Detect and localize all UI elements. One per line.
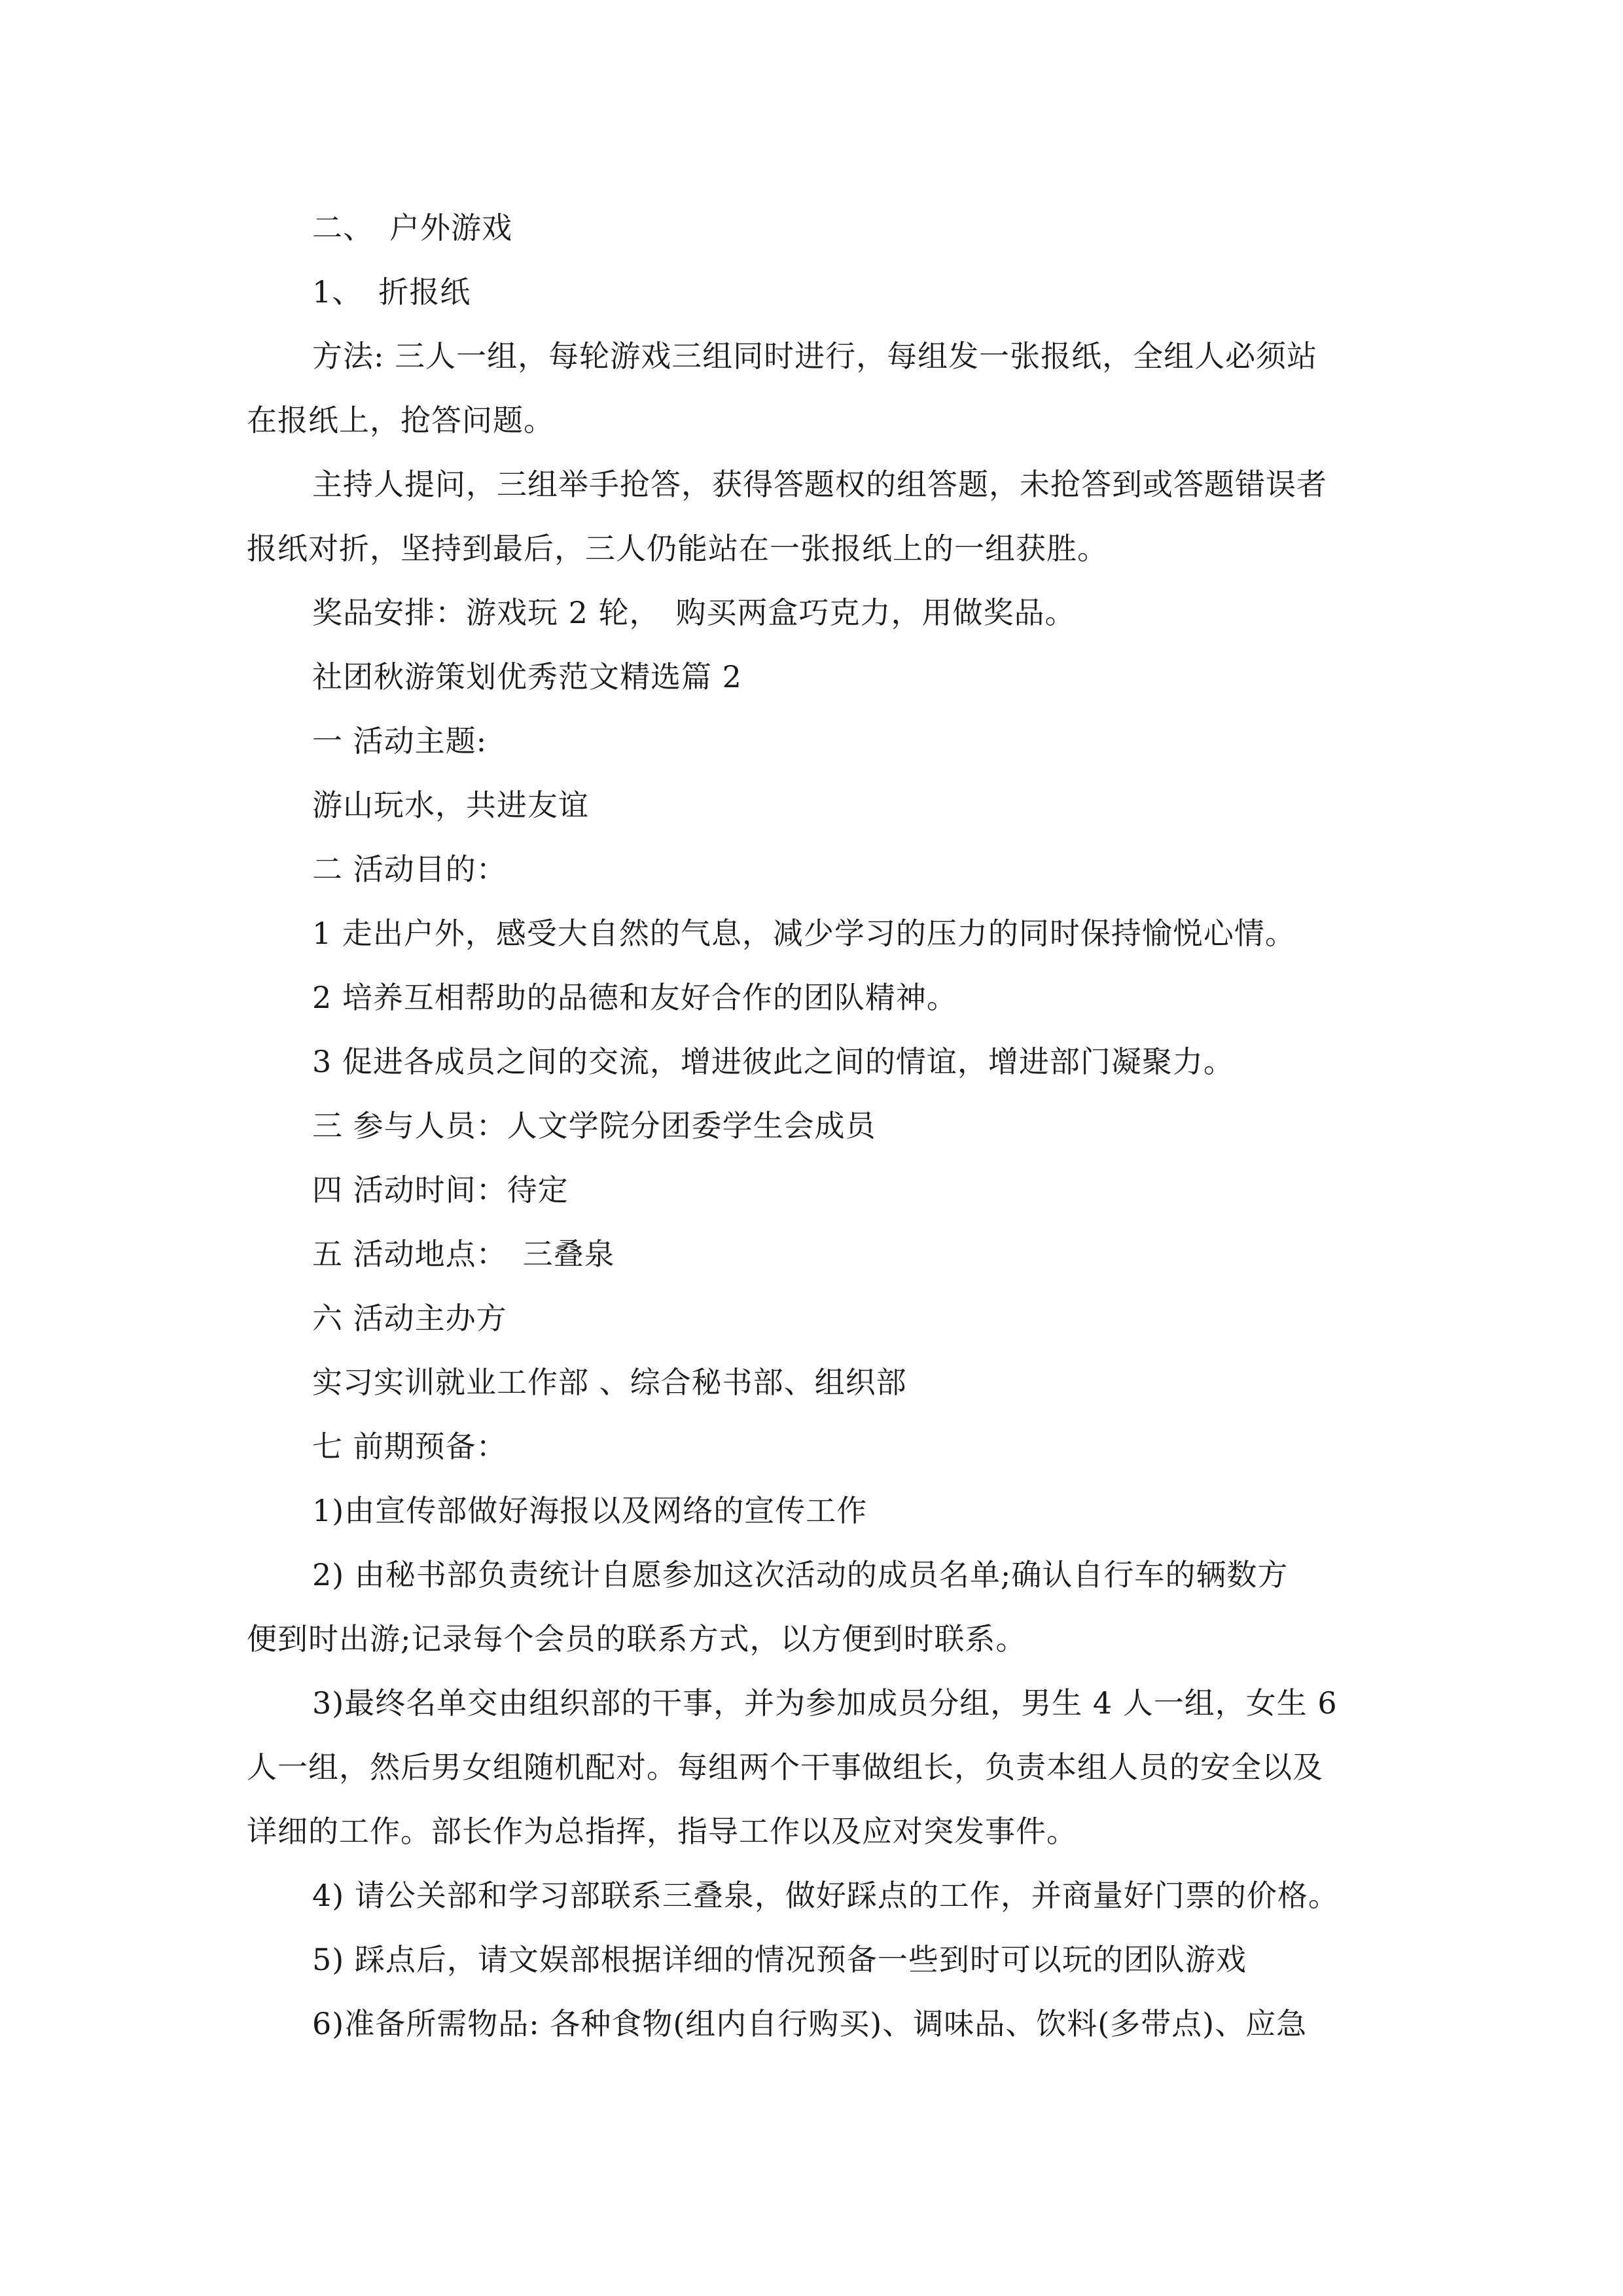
paragraph-host-line-1: 主持人提问，三组举手抢答，获得答题权的组答题，未抢答到或答题错误者 [312,467,1327,502]
game-title-fold-newspaper: 1、 折报纸 [312,274,471,310]
preparation-item-2-line-1: 2) 由秘书部负责统计自愿参加这次活动的成员名单;确认自行车的辆数方 [312,1557,1289,1592]
heading-activity-theme: 一 活动主题: [312,723,488,759]
preparation-item-4: 4) 请公关部和学习部联系三叠泉，做好踩点的工作，并商量好门票的价格。 [312,1878,1339,1913]
article-title-part-2: 社团秋游策划优秀范文精选篇 2 [312,659,742,694]
purpose-item-1: 1 走出户外，感受大自然的气息，减少学习的压力的同时保持愉悦心情。 [312,916,1296,951]
preparation-item-3-line-1: 3)最终名单交由组织部的干事，并为参加成员分组，男生 4 人一组，女生 6 [312,1685,1338,1721]
paragraph-method-line-1: 方法: 三人一组，每轮游戏三组同时进行，每组发一张报纸，全组人必须站 [312,338,1318,374]
purpose-item-3: 3 促进各成员之间的交流，增进彼此之间的情谊，增进部门凝聚力。 [312,1044,1234,1079]
text-organizer: 实习实训就业工作部 、综合秘书部、组织部 [312,1365,907,1400]
heading-activity-purpose: 二 活动目的： [312,852,507,887]
preparation-item-3-line-2: 人一组，然后男女组随机配对。每组两个干事做组长，负责本组人员的安全以及 [247,1749,1323,1785]
paragraph-host-line-2: 报纸对折，坚持到最后，三人仍能站在一张报纸上的一组获胜。 [247,531,1108,566]
heading-organizer: 六 活动主办方 [312,1300,507,1336]
preparation-item-6: 6)准备所需物品: 各种食物(组内自行购买)、调味品、饮料(多带点)、应急 [312,2006,1308,2041]
paragraph-method-line-2: 在报纸上，抢答问题。 [247,403,554,438]
heading-participants: 三 参与人员：人文学院分团委学生会成员 [312,1108,876,1143]
paragraph-prizes: 奖品安排：游戏玩 2 轮， 购买两盒巧克力，用做奖品。 [312,595,1076,630]
heading-preparation: 七 前期预备： [312,1429,507,1464]
preparation-item-1: 1)由宣传部做好海报以及网络的宣传工作 [312,1493,868,1528]
heading-activity-time: 四 活动时间：待定 [312,1172,569,1208]
section-heading-outdoor-games: 二、 户外游戏 [312,210,512,245]
purpose-item-2: 2 培养互相帮助的品德和友好合作的团队精神。 [312,980,957,1015]
preparation-item-5: 5) 踩点后，请文娱部根据详细的情况预备一些到时可以玩的团队游戏 [312,1942,1247,1977]
preparation-item-2-line-2: 便到时出游;记录每个会员的联系方式，以方便到时联系。 [247,1621,1027,1657]
heading-activity-location: 五 活动地点： 三叠泉 [312,1236,615,1272]
preparation-item-3-line-3: 详细的工作。部长作为总指挥，指导工作以及应对突发事件。 [247,1814,1077,1849]
text-activity-theme: 游山玩水，共进友谊 [312,787,589,823]
